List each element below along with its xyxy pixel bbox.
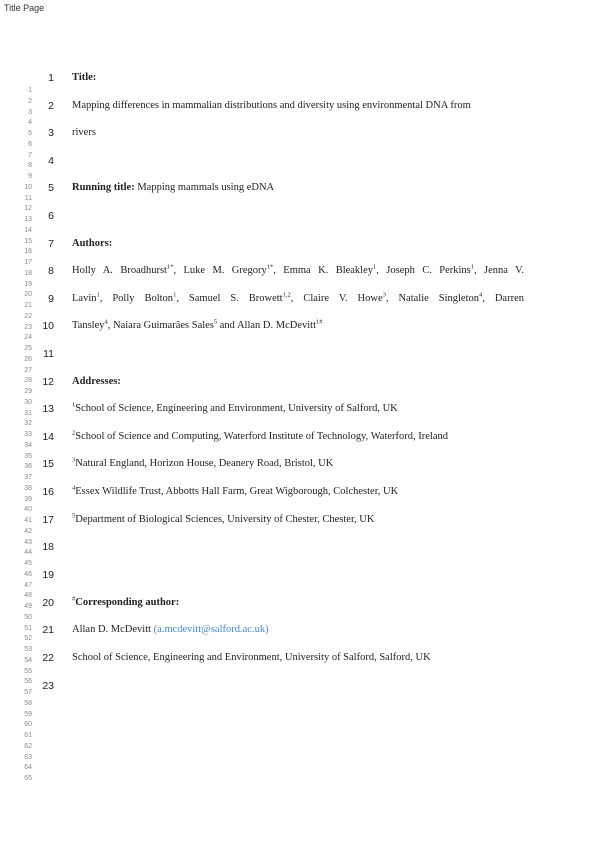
gutter-number: 48	[24, 592, 32, 600]
gutter-number: 55	[24, 667, 32, 675]
author-affiliation-sup: 1	[96, 291, 100, 299]
line-number: 9	[48, 293, 54, 305]
gutter-number: 9	[28, 173, 32, 180]
gutter-number: 27	[24, 366, 32, 374]
manuscript-line-4	[0, 153, 595, 169]
manuscript-line-2	[0, 98, 595, 114]
address-sup: 2	[72, 429, 76, 437]
address-4	[72, 484, 524, 500]
gutter-number: 2	[28, 97, 32, 105]
author-name: , Polly Bolton	[99, 293, 174, 304]
author-affiliation-sup: 1*	[266, 263, 274, 271]
gutter-number: 41	[24, 517, 32, 524]
address-sup: 1	[72, 401, 76, 409]
gutter-number: 32	[24, 420, 32, 428]
title-text-line-2: rivers	[72, 127, 96, 138]
author-affiliation-sup: 4	[479, 291, 483, 299]
line-number: 3	[48, 127, 54, 139]
line-number: 19	[42, 569, 54, 581]
authors-line-2	[72, 291, 524, 307]
address-text: Natural England, Horizon House, Deanery Road, Bristol, UK	[75, 458, 334, 469]
address-5	[72, 512, 524, 528]
corresponding-author-name: Allan D. McDevitt	[72, 624, 154, 635]
author-name: Tansley	[72, 320, 105, 331]
address-sup: 4	[72, 484, 76, 492]
manuscript-line-23	[0, 678, 595, 694]
author-name: , Jenna V.	[474, 265, 524, 276]
manuscript-line-8	[0, 263, 595, 279]
gutter-number: 39	[24, 495, 32, 503]
email-close-paren: )	[265, 624, 269, 635]
author-affiliation-sup: 4	[104, 318, 108, 326]
gutter-number: 7	[28, 151, 32, 159]
gutter-number: 60	[24, 721, 32, 729]
address-3	[72, 456, 524, 472]
manuscript-line-10	[0, 318, 595, 334]
line-number: 7	[48, 238, 54, 250]
gutter-number: 49	[24, 603, 32, 610]
manuscript-line-15	[0, 456, 595, 472]
address-text: School of Science and Computing, Waterford Institute of Technology, Waterford, Ireland	[75, 431, 449, 442]
manuscript-line-13	[0, 401, 595, 417]
author-name: , Emma K. Bleakley	[273, 265, 374, 276]
line-number: 2	[48, 100, 54, 112]
gutter-number: 57	[24, 689, 32, 696]
manuscript-line-16	[0, 484, 595, 500]
gutter-number: 15	[24, 237, 32, 245]
running-title-text: Mapping mammals using eDNA	[137, 182, 275, 193]
gutter-number: 61	[24, 732, 32, 739]
address-sup: 5	[72, 512, 76, 520]
author-name: , Claire V. Howe	[290, 293, 383, 304]
author-name: , Samuel S. Browett	[176, 293, 283, 304]
line-number: 16	[42, 486, 54, 498]
line-number: 12	[42, 376, 54, 388]
gutter-number: 12	[24, 205, 32, 213]
manuscript-line-22	[0, 650, 595, 666]
gutter-number: 29	[24, 388, 32, 395]
gutter-number: 62	[24, 742, 32, 750]
gutter-number: 47	[24, 581, 32, 589]
author-name: Holly A. Broadhurst	[72, 265, 167, 276]
gutter-number: 4	[28, 119, 32, 127]
address-text: Department of Biological Sciences, University of Chester, Chester, UK	[75, 514, 375, 525]
line-number: 23	[42, 680, 54, 692]
gutter-number: 65	[24, 775, 32, 782]
author-affiliation-sup: 5	[213, 318, 218, 326]
gutter-number: 58	[24, 699, 32, 707]
authors-label: Authors:	[72, 238, 113, 249]
author-name: , Joseph C. Perkins	[376, 265, 471, 276]
running-title-label: Running title:	[72, 182, 135, 193]
line-number: 22	[42, 652, 54, 664]
gutter-number: 26	[24, 355, 32, 363]
gutter-number: 56	[24, 678, 32, 686]
line-number: 4	[48, 155, 54, 167]
author-affiliation-sup: 1*	[166, 263, 174, 271]
author-name: Lavin	[72, 293, 97, 304]
address-sup: 3	[72, 456, 76, 464]
manuscript-line-18	[0, 539, 595, 555]
gutter-number: 17	[24, 259, 32, 266]
gutter-number: 51	[24, 624, 32, 632]
corresponding-email-link[interactable]: a.mcdevitt@salford.ac.uk	[157, 624, 266, 635]
authors-line-1	[72, 263, 524, 279]
manuscript-line-20	[0, 595, 595, 611]
manuscript-line-5	[0, 180, 595, 196]
title-label: Title:	[72, 72, 97, 83]
gutter-number: 64	[24, 764, 32, 772]
gutter-number: 38	[24, 484, 32, 492]
gutter-number: 52	[24, 635, 32, 643]
gutter-number: 45	[24, 560, 32, 567]
gutter-number: 23	[24, 323, 32, 331]
manuscript-line-17	[0, 512, 595, 528]
manuscript-line-21	[0, 622, 595, 638]
manuscript-line-7	[0, 236, 595, 252]
author-affiliation-sup: 1	[373, 263, 377, 271]
gutter-number: 35	[24, 452, 32, 460]
manuscript-line-1	[0, 70, 595, 86]
author-name: and Allan D. McDevitt	[217, 320, 316, 331]
manuscript-line-19	[0, 567, 595, 583]
gutter-number: 53	[24, 646, 32, 653]
line-number: 11	[43, 348, 54, 360]
page-header: Title Page	[4, 3, 45, 13]
addresses-label: Addresses:	[72, 376, 121, 387]
line-number: 10	[42, 320, 54, 332]
author-affiliation-sup: 3	[382, 291, 386, 299]
gutter-number: 18	[24, 269, 32, 277]
corresponding-affiliation: School of Science, Engineering and Environment, University of Salford, Salford, UK	[72, 652, 431, 663]
gutter-number: 54	[24, 656, 32, 664]
gutter-number: 13	[24, 216, 32, 223]
author-name: , Luke M. Gregory	[173, 265, 267, 276]
line-number: 15	[42, 458, 54, 470]
line-number: 18	[42, 541, 54, 553]
author-name: , Darren	[482, 293, 524, 304]
email-open-paren: (	[153, 624, 158, 635]
gutter-number: 46	[24, 570, 32, 578]
gutter-number: 36	[24, 463, 32, 471]
gutter-number: 40	[24, 506, 32, 514]
line-number: 21	[42, 624, 54, 636]
manuscript-line-6	[0, 208, 595, 224]
gutter-number: 42	[24, 527, 32, 535]
gutter-number: 1	[28, 87, 32, 94]
line-number: 6	[48, 210, 54, 222]
gutter-number: 59	[24, 710, 32, 718]
gutter-number: 25	[24, 345, 32, 352]
gutter-number: 16	[24, 248, 32, 256]
line-number: 14	[42, 431, 54, 443]
gutter-number: 21	[24, 302, 32, 309]
gutter-number: 34	[24, 441, 32, 449]
line-number: 20	[42, 597, 54, 609]
gutter-number: 44	[24, 549, 32, 557]
gutter-number: 24	[24, 334, 32, 342]
manuscript-line-9	[0, 291, 595, 307]
gutter-number: 3	[28, 108, 32, 116]
line-number: 17	[42, 514, 54, 526]
line-number: 13	[42, 403, 54, 415]
author-affiliation-sup: 1	[470, 263, 475, 271]
line-number: 1	[48, 72, 54, 84]
gutter-number: 6	[28, 140, 32, 148]
manuscript-line-14	[0, 429, 595, 445]
gutter-number: 11	[24, 194, 32, 202]
author-affiliation-sup: 1#	[316, 318, 323, 326]
corresponding-sup: #	[72, 595, 76, 603]
author-affiliation-sup: 1,2	[282, 291, 291, 299]
manuscript-line-3	[0, 125, 595, 141]
address-text: School of Science, Engineering and Environment, University of Salford, UK	[75, 403, 398, 414]
gutter-number: 37	[24, 474, 32, 481]
gutter-number: 63	[24, 753, 32, 761]
address-2	[72, 429, 524, 445]
title-text-line-1: Mapping differences in mammalian distributions and diversity using environmental DNA from	[72, 100, 471, 111]
gutter-number: 20	[24, 291, 32, 299]
author-name: , Natalie Singleton	[385, 293, 480, 304]
corresponding-author-label: Corresponding author:	[75, 597, 180, 608]
gutter-number: 50	[24, 613, 32, 621]
gutter-number: 31	[24, 409, 32, 417]
gutter-number: 10	[24, 183, 32, 191]
gutter-number: 33	[24, 431, 32, 438]
authors-line-3	[72, 318, 524, 334]
gutter-number: 22	[24, 312, 32, 320]
manuscript-line-12	[0, 374, 595, 390]
author-affiliation-sup: 1	[173, 291, 177, 299]
gutter-number: 14	[24, 226, 32, 234]
gutter-number: 30	[24, 398, 32, 406]
address-1	[72, 401, 524, 417]
gutter-number: 8	[28, 162, 32, 170]
line-number: 8	[48, 265, 54, 277]
gutter-number: 43	[24, 538, 32, 546]
gutter-number: 28	[24, 377, 32, 385]
gutter-number: 19	[24, 280, 32, 288]
line-number: 5	[48, 182, 54, 194]
address-text: Essex Wildlife Trust, Abbotts Hall Farm, Great Wigborough, Colchester, UK	[75, 486, 399, 497]
author-name: , Naiara Guimarães Sales	[107, 320, 214, 331]
gutter-number: 5	[28, 130, 32, 137]
manuscript-line-11	[0, 346, 595, 362]
